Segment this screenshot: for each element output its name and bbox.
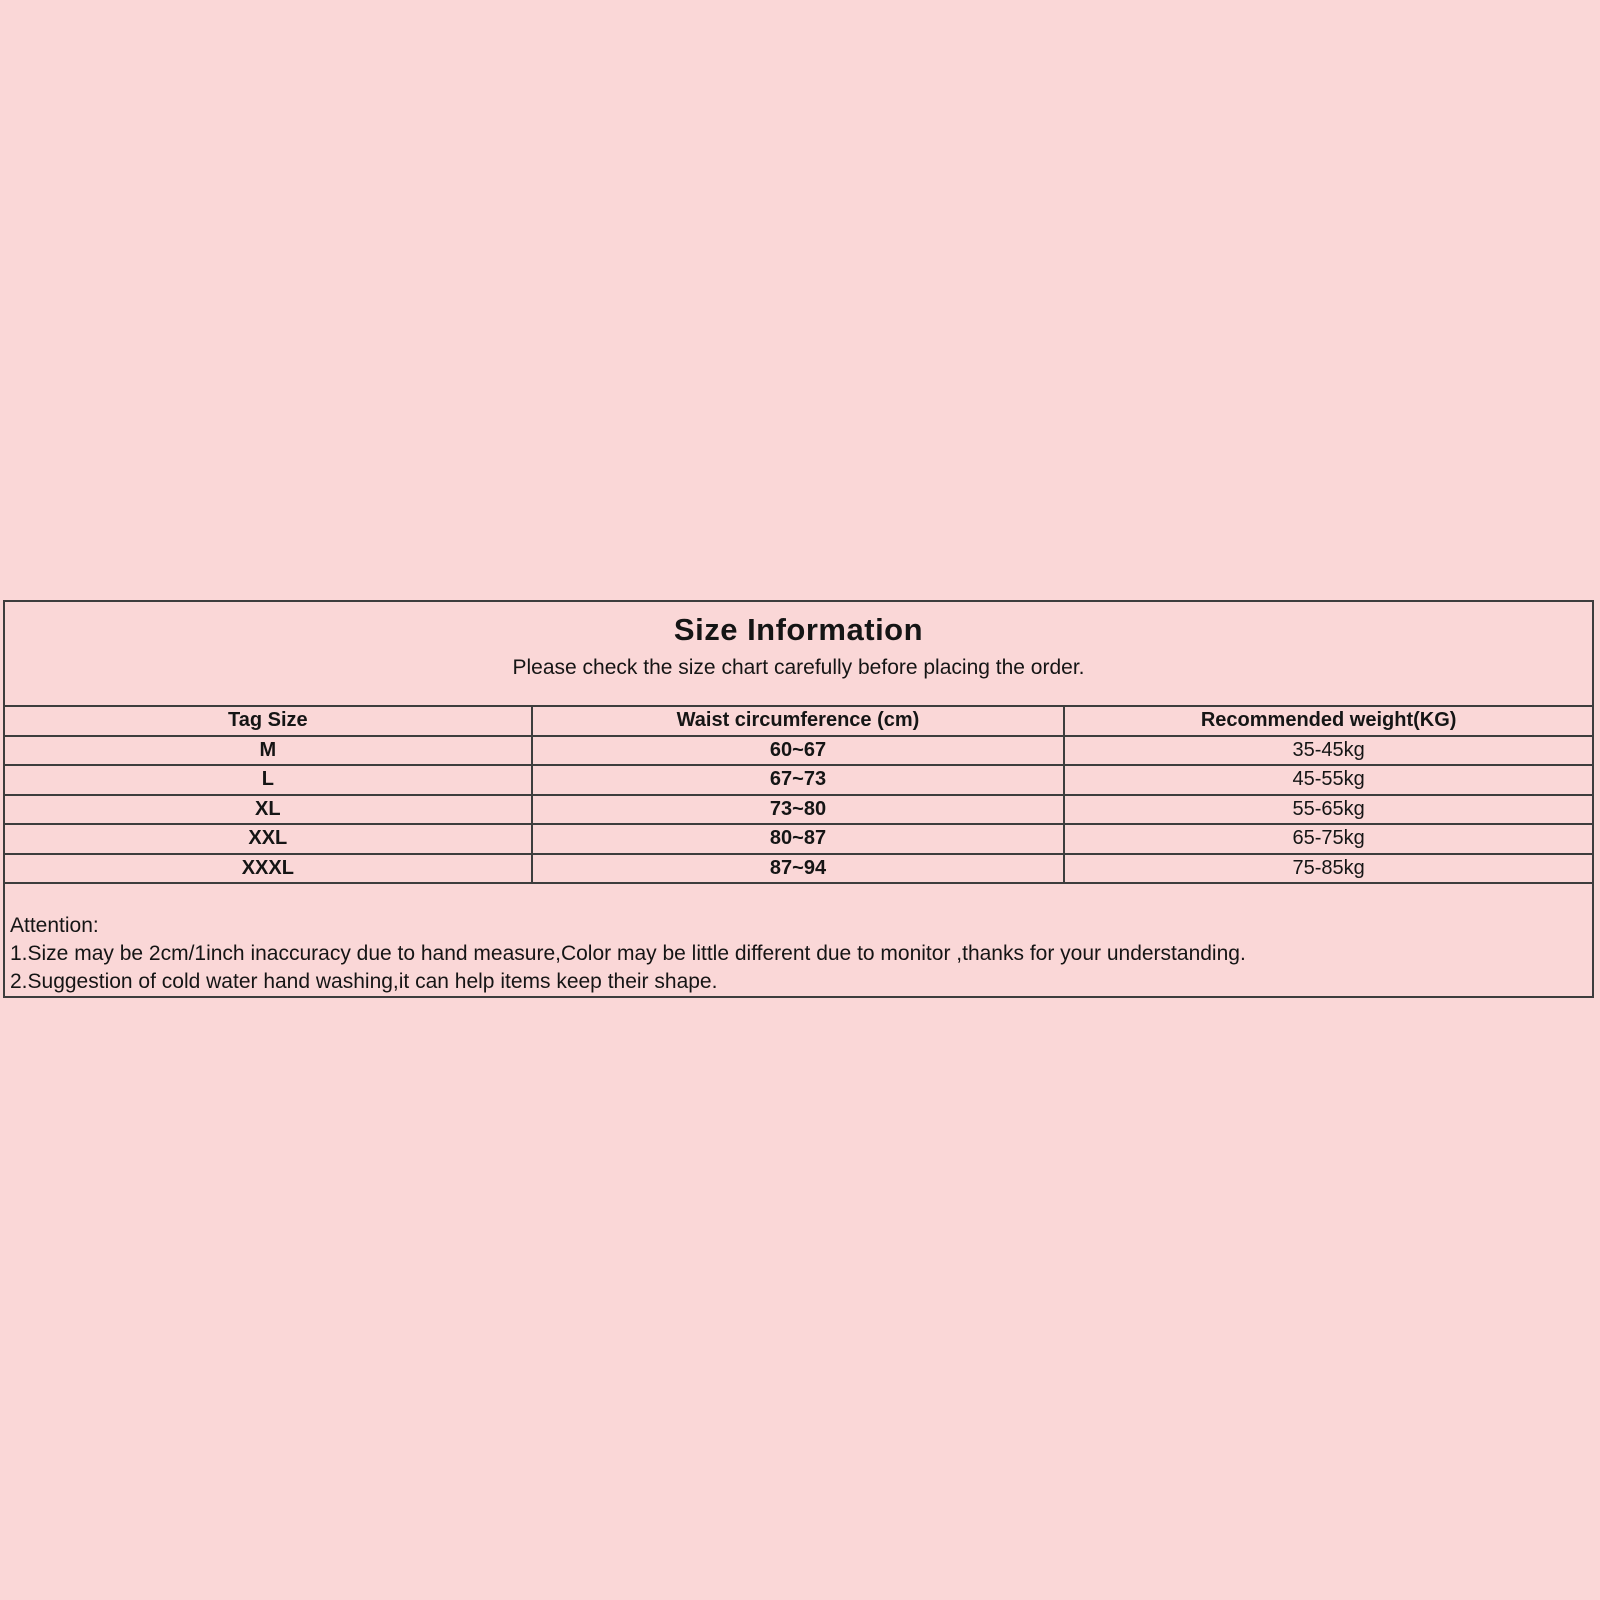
weight-cell: 45-55kg — [1065, 766, 1592, 796]
page-subtitle: Please check the size chart carefully before placing the order. — [512, 656, 1085, 679]
attention-note-2: 2.Suggestion of cold water hand washing,it can help items keep their shape. — [10, 970, 718, 993]
column-header-tag-size: Tag Size — [5, 707, 533, 737]
tag-size-cell: XL — [5, 796, 533, 826]
attention-section — [5, 884, 1592, 996]
weight-cell: 65-75kg — [1065, 825, 1592, 855]
page-title: Size Information — [673, 612, 924, 647]
waist-cell: 67~73 — [533, 766, 1066, 796]
panel-header — [5, 602, 1592, 705]
attention-note-1: 1.Size may be 2cm/1inch inaccuracy due to hand measure,Color may be little different due to monitor ,thanks for your understanding. — [10, 942, 1246, 965]
tag-size-cell: M — [5, 737, 533, 767]
tag-size-cell: L — [5, 766, 533, 796]
weight-cell: 75-85kg — [1065, 855, 1592, 885]
waist-cell: 60~67 — [533, 737, 1066, 767]
waist-cell: 87~94 — [533, 855, 1066, 885]
size-information-panel — [3, 600, 1594, 998]
tag-size-cell: XXL — [5, 825, 533, 855]
waist-cell: 80~87 — [533, 825, 1066, 855]
weight-cell: 55-65kg — [1065, 796, 1592, 826]
tag-size-cell: XXXL — [5, 855, 533, 885]
size-table — [5, 705, 1592, 884]
column-header-weight: Recommended weight(KG) — [1065, 707, 1592, 737]
weight-cell: 35-45kg — [1065, 737, 1592, 767]
waist-cell: 73~80 — [533, 796, 1066, 826]
column-header-waist: Waist circumference (cm) — [533, 707, 1066, 737]
attention-label: Attention: — [10, 914, 99, 937]
